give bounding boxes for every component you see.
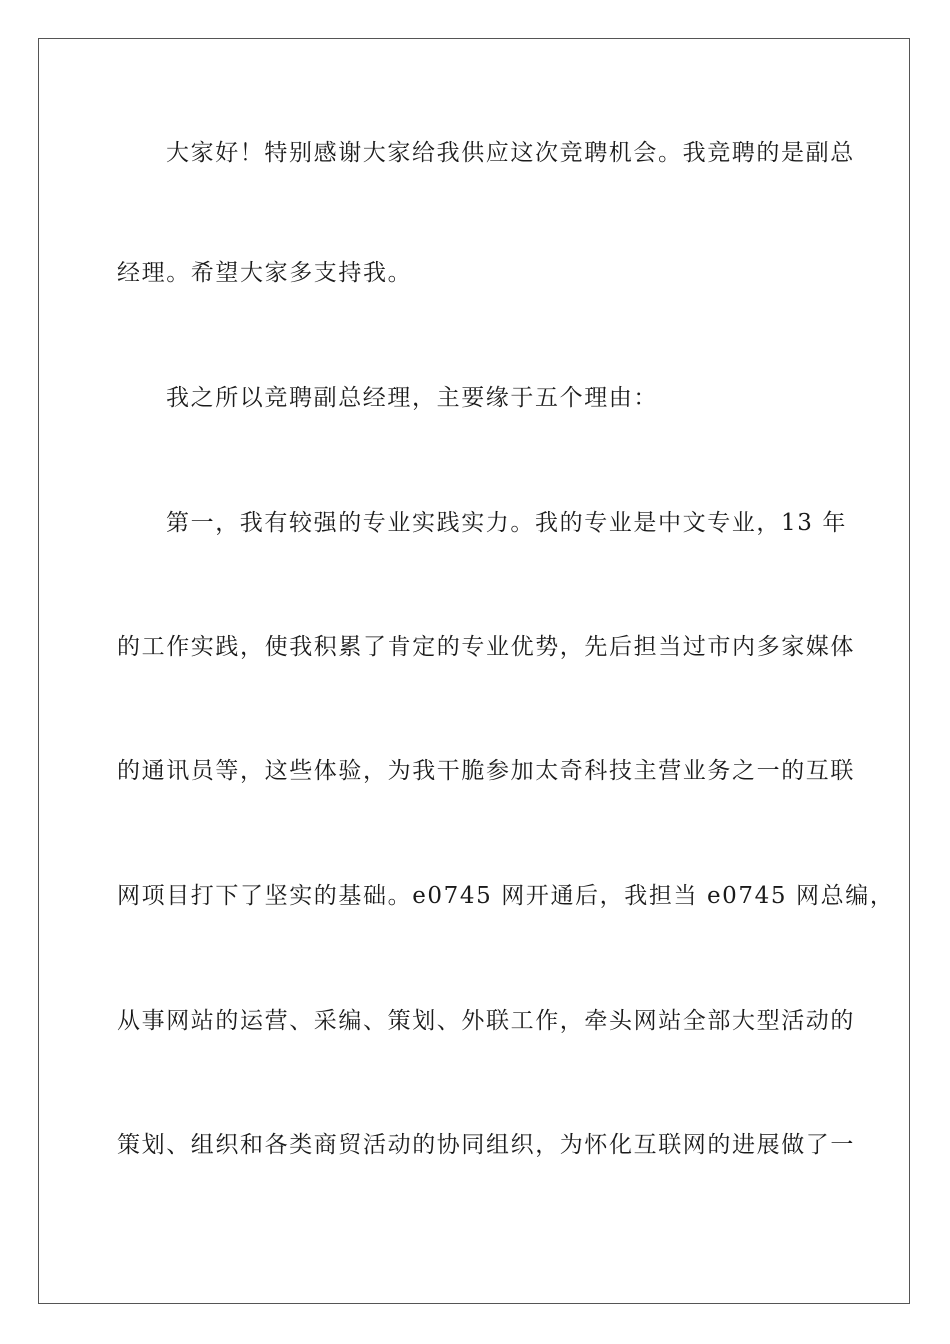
text-line: 的通讯员等，这些体验，为我干脆参加太奇科技主营业务之一的互联 <box>117 758 855 784</box>
text-line: 策划、组织和各类商贸活动的协同组织，为怀化互联网的进展做了一 <box>117 1132 855 1158</box>
text-line: 网项目打下了坚实的基础。e0745 网开通后，我担当 e0745 网总编， <box>117 883 895 909</box>
text-line: 从事网站的运营、采编、策划、外联工作，牵头网站全部大型活动的 <box>117 1008 855 1034</box>
text-line: 我之所以竞聘副总经理，主要缘于五个理由： <box>166 385 658 411</box>
text-line: 大家好！特别感谢大家给我供应这次竞聘机会。我竞聘的是副总 <box>166 140 855 166</box>
text-line: 第一，我有较强的专业实践实力。我的专业是中文专业，13 年 <box>166 510 847 536</box>
page-border <box>38 38 910 1304</box>
text-line: 的工作实践，使我积累了肯定的专业优势，先后担当过市内多家媒体 <box>117 634 855 660</box>
text-line: 经理。希望大家多支持我。 <box>117 260 413 286</box>
